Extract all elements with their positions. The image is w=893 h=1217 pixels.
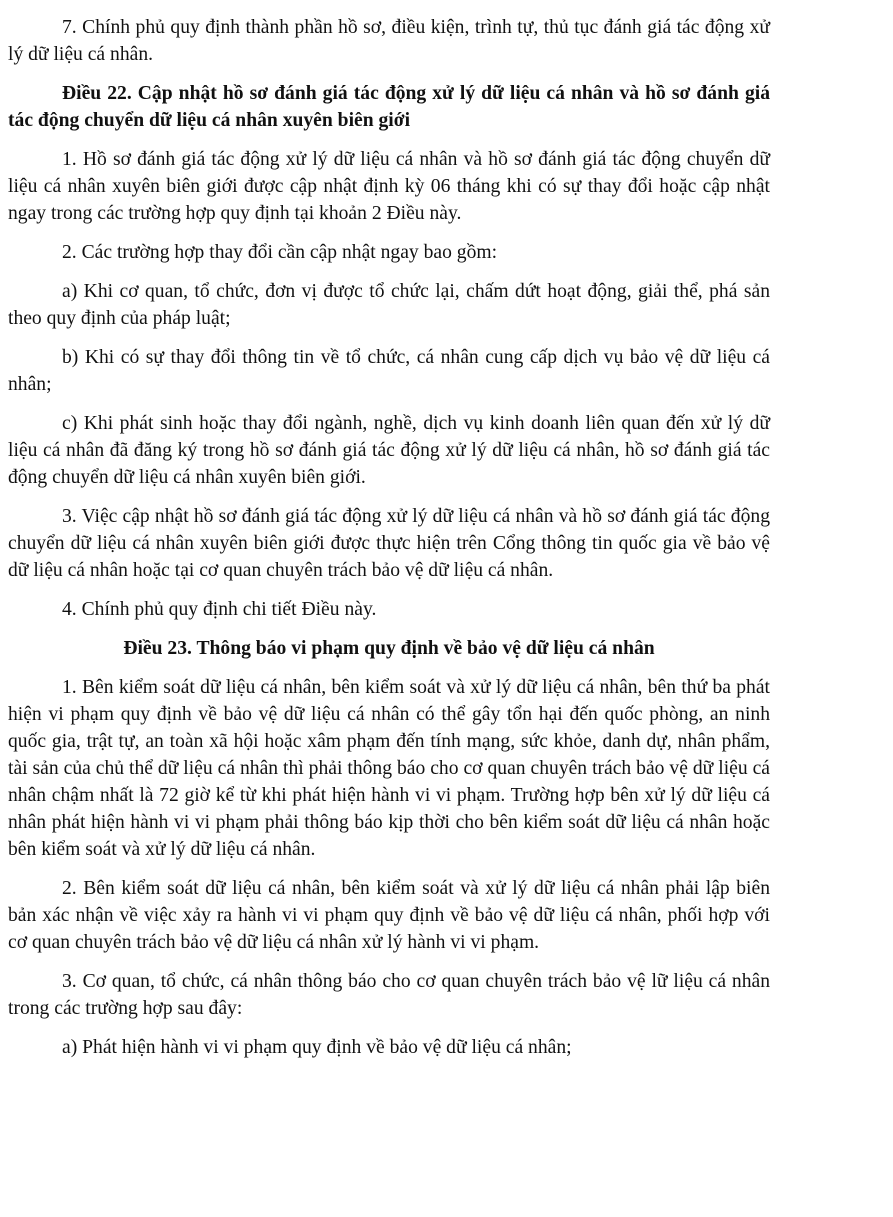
article-22-clause-2: 2. Các trường hợp thay đổi cần cập nhật ngay bao gồm: xyxy=(62,242,498,263)
article-22-clause-2-b: b) Khi có sự thay đổi thông tin về tổ chức, cá nhân cung cấp dịch vụ bảo vệ dữ liệu cá nhân; xyxy=(8,347,770,395)
article-23-clause-3-a: a) Phát hiện hành vi vi phạm quy định về bảo vệ dữ liệu cá nhân; xyxy=(62,1037,572,1058)
article-23-heading: Điều 23. Thông báo vi phạm quy định về bảo vệ dữ liệu cá nhân xyxy=(123,638,655,659)
clause-21-7: 7. Chính phủ quy định thành phần hồ sơ, điều kiện, trình tự, thủ tục đánh giá tác động xử lý dữ liệu cá nhân. xyxy=(8,17,770,65)
article-22-clause-1: 1. Hồ sơ đánh giá tác động xử lý dữ liệu cá nhân và hồ sơ đánh giá tác động chuyển dữ liệu cá nhân xuyên biên giới được cập nhật định kỳ 06 tháng khi có sự thay đổi hoặc cập nhật ngay trong các trường hợp quy định tại khoản 2 Điều này. xyxy=(8,149,770,224)
article-22-clause-3: 3. Việc cập nhật hồ sơ đánh giá tác động xử lý dữ liệu cá nhân và hồ sơ đánh giá tác động chuyển dữ liệu cá nhân xuyên biên giới được thực hiện trên Cổng thông tin quốc gia về bảo vệ dữ liệu cá nhân hoặc tại cơ quan chuyên trách bảo vệ dữ liệu cá nhân. xyxy=(8,506,770,581)
document-page xyxy=(8,14,770,1073)
article-22-clause-4: 4. Chính phủ quy định chi tiết Điều này. xyxy=(62,599,377,620)
article-23-clause-3: 3. Cơ quan, tổ chức, cá nhân thông báo cho cơ quan chuyên trách bảo vệ lữ liệu cá nhân trong các trường hợp sau đây: xyxy=(8,971,770,1019)
article-23-clause-1: 1. Bên kiểm soát dữ liệu cá nhân, bên kiểm soát và xử lý dữ liệu cá nhân, bên thứ ba phát hiện vi phạm quy định về bảo vệ dữ liệu cá nhân có thể gây tổn hại đến quốc phòng, an ninh quốc gia, trật tự, an toàn xã hội hoặc xâm phạm đến tính mạng, sức khỏe, danh dự, nhân phẩm, tài sản của chủ thể dữ liệu cá nhân thì phải thông báo cho cơ quan chuyên trách bảo vệ dữ liệu cá nhân chậm nhất là 72 giờ kể từ khi phát hiện hành vi vi phạm. Trường hợp bên xử lý dữ liệu cá nhân phát hiện hành vi vi phạm phải thông báo kịp thời cho bên kiểm soát dữ liệu cá nhân hoặc bên kiểm soát và xử lý dữ liệu cá nhân. xyxy=(8,677,770,860)
article-22-heading: Điều 22. Cập nhật hồ sơ đánh giá tác động xử lý dữ liệu cá nhân và hồ sơ đánh giá tác động chuyển dữ liệu cá nhân xuyên biên giới xyxy=(8,83,770,131)
article-22-clause-2-a: a) Khi cơ quan, tổ chức, đơn vị được tổ chức lại, chấm dứt hoạt động, giải thể, phá sản theo quy định của pháp luật; xyxy=(8,281,770,329)
article-22-clause-2-c: c) Khi phát sinh hoặc thay đổi ngành, nghề, dịch vụ kinh doanh liên quan đến xử lý dữ liệu cá nhân đã đăng ký trong hồ sơ đánh giá tác động xử lý dữ liệu cá nhân, hồ sơ đánh giá tác động chuyển dữ liệu cá nhân xuyên biên giới. xyxy=(8,413,770,488)
article-23-clause-2: 2. Bên kiểm soát dữ liệu cá nhân, bên kiểm soát và xử lý dữ liệu cá nhân phải lập biên bản xác nhận về việc xảy ra hành vi vi phạm quy định về bảo vệ dữ liệu cá nhân, phối hợp với cơ quan chuyên trách bảo vệ dữ liệu cá nhân xử lý hành vi vi phạm. xyxy=(8,878,770,953)
